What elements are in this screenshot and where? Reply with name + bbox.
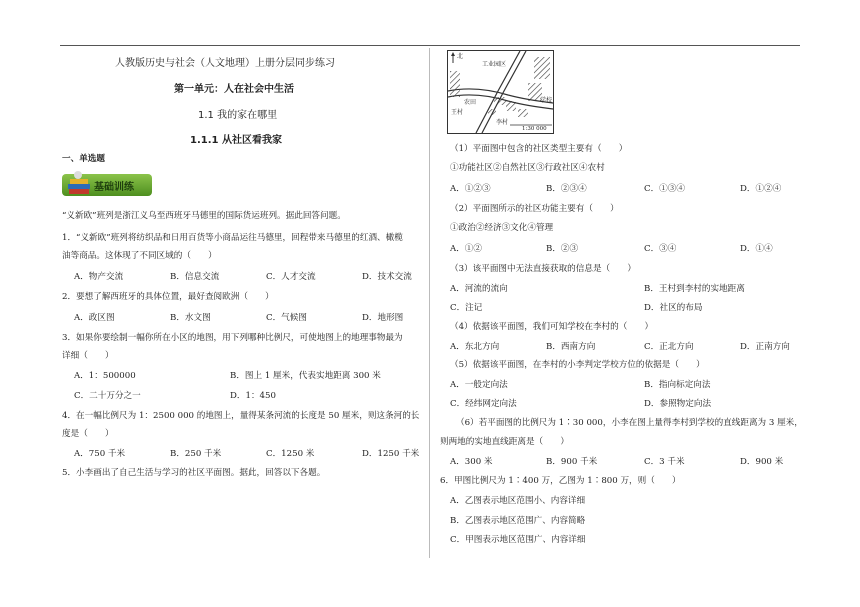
sub5-text: （5）依据该平面图，在李村的小李判定学校方位的依据是（ ） — [450, 360, 705, 370]
community-map — [447, 50, 554, 134]
sub5-option-b: B．指向标定向法 — [644, 380, 711, 390]
q1-text-cont: 油等商品。这体现了不同区域的（ ） — [62, 251, 217, 261]
q6-option-a: A．乙图表示地区范围小、内容详细 — [450, 496, 586, 506]
sub6-option-b: B．900 千米 — [546, 457, 598, 467]
sub5-option-a: A．一般定向法 — [450, 380, 508, 390]
sub4-option-b: B．西南方向 — [546, 342, 596, 352]
doc-title: 人教版历史与社会（人文地理）上册分层同步练习 — [115, 58, 335, 69]
q3-option-d: D．1：450 — [230, 391, 276, 401]
column-divider — [429, 48, 430, 558]
sub6-option-a: A．300 米 — [450, 457, 493, 467]
farmland-label: 农田 — [464, 99, 477, 106]
q2-option-b: B．水文图 — [170, 313, 211, 323]
q6-option-c: C．甲图表示地区范围广、内容详细 — [450, 535, 586, 545]
sub4-option-d: D．正南方向 — [740, 342, 790, 352]
q3-text-cont: 详细（ ） — [62, 351, 114, 361]
sub1-option-b: B．②③④ — [546, 184, 587, 194]
part-heading: 一、单选题 — [62, 154, 105, 164]
q4-option-b: B．250 千米 — [170, 449, 222, 459]
sub1-option-d: D．①②④ — [740, 184, 782, 194]
school-label: 学校 — [540, 97, 553, 104]
books-icon — [66, 170, 92, 198]
section-title: 1.1.1 从社区看我家 — [190, 135, 282, 146]
wangcun-label: 王村 — [451, 109, 464, 116]
q3-option-b: B．图上 1 厘米，代表实地距离 300 米 — [230, 371, 381, 381]
north-label: 北 — [457, 53, 464, 60]
q1-option-b: B．信息交流 — [170, 272, 220, 282]
q2-option-c: C．气候图 — [266, 313, 307, 323]
sub3-option-c: C．注记 — [450, 303, 483, 313]
q2-option-a: A．政区图 — [74, 313, 115, 323]
sub6-option-d: D．900 米 — [740, 457, 784, 467]
q1-option-d: D．技术交流 — [362, 272, 412, 282]
sub6-text-cont: 则两地的实地直线距离是（ ） — [440, 437, 569, 447]
q1-option-c: C．人才交流 — [266, 272, 316, 282]
licun-label: 李村 — [496, 119, 509, 126]
q4-text-cont: 度是（ ） — [62, 429, 114, 439]
basic-training-badge — [62, 170, 154, 200]
intro-text: “义新欧”班列是浙江义乌至西班牙马德里的国际货运班列。据此回答问题。 — [62, 211, 346, 221]
q2-option-d: D．地形图 — [362, 313, 404, 323]
sub2-items: ①政治②经济③文化④管理 — [450, 223, 554, 233]
sub2-option-a: A．①② — [450, 244, 482, 254]
sub1-option-a: A．①②③ — [450, 184, 491, 194]
sub1-items: ①功能社区②自然社区③行政社区④农村 — [450, 163, 605, 173]
sub5-option-c: C．经纬网定向法 — [450, 399, 517, 409]
sub3-option-b: B．王村到李村的实地距离 — [644, 284, 745, 294]
sub4-option-c: C．正北方向 — [644, 342, 694, 352]
sub5-option-d: D．参照物定向法 — [644, 399, 712, 409]
sub1-text: （1）平面图中包含的社区类型主要有（ ） — [450, 144, 628, 154]
top-rule — [60, 45, 800, 46]
sub3-option-d: D．社区的布局 — [644, 303, 703, 313]
sub3-text: （3）该平面图中无法直接获取的信息是（ ） — [450, 264, 636, 274]
unit-title: 第一单元：人在社会中生活 — [174, 84, 294, 95]
q1-option-a: A．物产交流 — [74, 272, 124, 282]
sub2-option-b: B．②③ — [546, 244, 579, 254]
q4-option-a: A．750 千米 — [74, 449, 126, 459]
lesson-title: 1.1 我的家在哪里 — [198, 110, 278, 121]
q4-option-d: D．1250 千米 — [362, 449, 420, 459]
sub2-option-d: D．①④ — [740, 244, 773, 254]
sub2-option-c: C．③④ — [644, 244, 677, 254]
q3-text: 3．如果你要绘制一幅你所在小区的地图，用下列哪种比例尺，可使地图上的地理事物最为 — [62, 333, 403, 343]
scale-label: 1:30 000 — [522, 126, 547, 132]
q2-text: 2．要想了解西班牙的具体位置，最好查阅欧洲（ ） — [62, 292, 274, 302]
industrial-park-label: 工业园区 — [482, 61, 507, 68]
q4-text: 4．在一幅比例尺为 1：2500 000 的地图上，量得某条河流的长度是 50 厘米，则这条河的长 — [62, 411, 420, 421]
q6-option-b: B．乙图表示地区范围广、内容简略 — [450, 516, 586, 526]
sub1-option-c: C．①③④ — [644, 184, 685, 194]
q6-text: 6．甲图比例尺为 1∶400 万，乙图为 1∶800 万，则（ ） — [440, 476, 681, 486]
badge-label: 基础训练 — [94, 182, 134, 193]
sub4-option-a: A．东北方向 — [450, 342, 500, 352]
q4-option-c: C．1250 米 — [266, 449, 315, 459]
q3-option-a: A．1：500000 — [74, 371, 136, 381]
sub4-text: （4）依据该平面图，我们可知学校在李村的（ ） — [450, 322, 654, 332]
q3-option-c: C．二十万分之一 — [74, 391, 141, 401]
q5-text: 5．小李画出了自己生活与学习的社区平面图。据此，回答以下各题。 — [62, 468, 326, 478]
q1-text: 1．“义新欧”班列将纺织品和日用百货等小商品运往马德里，回程带来马德里的红酒、橄榄 — [62, 233, 403, 243]
sub6-option-c: C．3 千米 — [644, 457, 685, 467]
sub2-text: （2）平面图所示的社区功能主要有（ ） — [450, 204, 619, 214]
sub6-text: （6）若平面图的比例尺为 1∶30 000，小李在图上量得李村到学校的直线距离为 3 厘米， — [456, 418, 803, 428]
sub3-option-a: A．河流的流向 — [450, 284, 508, 294]
